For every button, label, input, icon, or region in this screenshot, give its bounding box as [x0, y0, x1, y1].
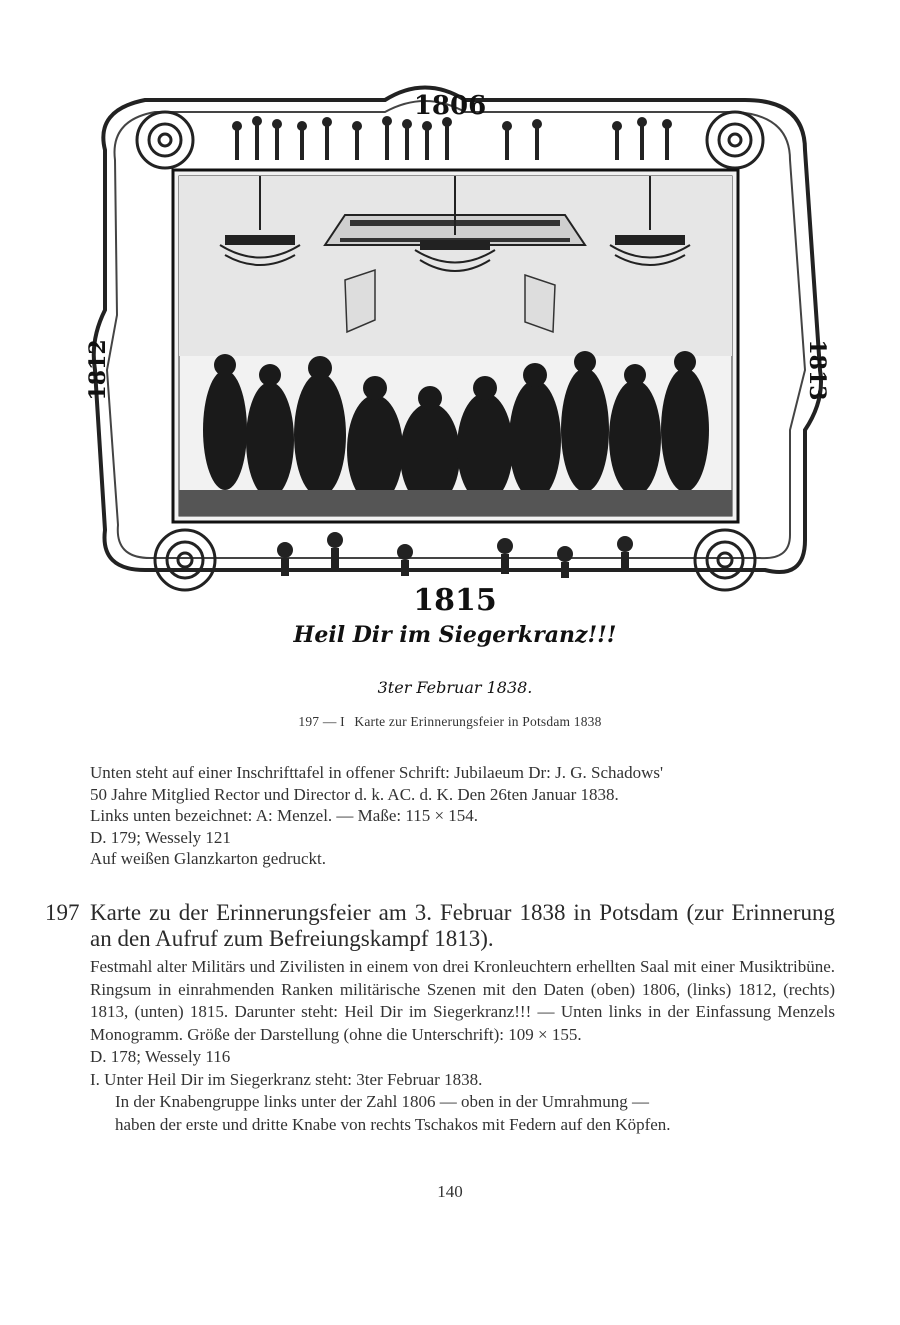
catalogue-notes	[90, 762, 830, 870]
state-label: I.	[90, 1069, 100, 1089]
year-left-label: 1812	[85, 339, 111, 401]
year-top-label: 1806	[413, 91, 487, 121]
note-line-1: Unten steht auf einer Inschrifttafel in offener Schrift: Jubilaeum Dr: J. G. Schadows'	[90, 763, 664, 782]
caption-text: Karte zur Erinnerungsfeier in Potsdam 1838	[354, 714, 602, 729]
entry-state-one	[90, 1069, 835, 1137]
state-line-3: haben der erste und dritte Knabe von rechts Tschakos mit Federn auf den Köpfen.	[115, 1114, 671, 1134]
note-line-3: Links unten bezeichnet: A: Menzel. — Maße: 115 × 154.	[90, 806, 479, 825]
engraving-illustration	[85, 70, 830, 710]
note-line-2: 50 Jahre Mitglied Rector und Director d. k. AC. d. K. Den 26ten Januar 1838.	[90, 784, 619, 804]
page-number: 140	[437, 1182, 463, 1201]
entry-references: D. 178; Wessely 116	[90, 1047, 231, 1066]
note-line-5: Auf weißen Glanzkarton gedruckt.	[90, 849, 327, 868]
figure-caption	[0, 714, 900, 730]
engraving-plate	[85, 70, 830, 710]
note-line-4: D. 179; Wessely 121	[90, 827, 231, 847]
year-bottom-label: 1815	[413, 583, 497, 618]
entry-description: Festmahl alter Militärs und Zivilisten in einem von drei Kronleuchtern erhellten Saal mit einer Musiktribüne. Ringsum in einrahmenden Ranken militärische Szenen mit den Daten (oben) 1806, (links) 1812, (rechts) 1813, (unten) 1815. Darunter steht: Heil Dir im Siegerkranz!!! — Unten links in der Einfassung Menzels Monogramm. Größe der Darstellung (ohne die Unterschrift): 109 × 155.	[90, 957, 835, 1044]
banner-text: Heil Dir im Siegerkranz!!!	[293, 622, 617, 648]
entry-title: Karte zu der Erinnerungsfeier am 3. Februar 1838 in Potsdam (zur Erinnerung an den Aufruf zum Befreiungskampf 1813).	[90, 900, 835, 951]
entry-number: 197	[45, 900, 80, 925]
year-right-label: 1813	[804, 339, 830, 401]
state-line-1: Unter Heil Dir im Siegerkranz steht: 3ter Februar 1838.	[104, 1069, 483, 1089]
state-line-2: In der Knabengruppe links unter der Zahl 1806 — oben in der Umrahmung —	[115, 1092, 649, 1111]
catalogue-entry	[45, 900, 835, 1136]
caption-number: 197 — I	[298, 714, 345, 729]
date-line: 3ter Februar 1838.	[377, 678, 533, 697]
